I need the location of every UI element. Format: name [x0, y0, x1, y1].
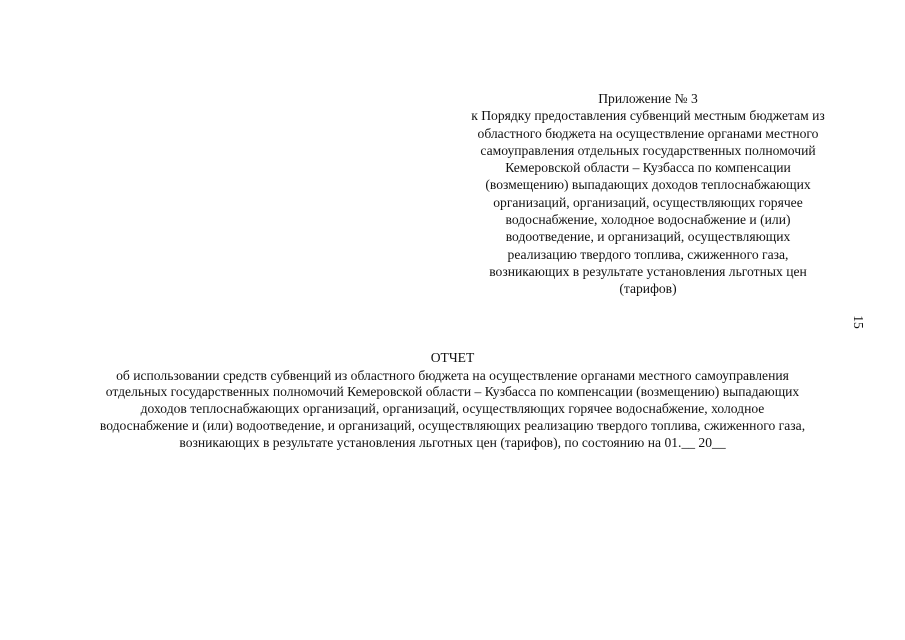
appendix-reference-block — [448, 90, 848, 298]
report-description-line: водоснабжение и (или) водоотведение, и организаций, осуществляющих реализацию твердого топлива, сжиженного газа, — [99, 417, 806, 433]
appendix-line: реализацию твердого топлива, сжиженного газа, — [507, 246, 789, 262]
report-description-line: возникающих в результате установления льготных цен (тарифов), по состоянию на 01.__ 20__ — [179, 434, 726, 450]
appendix-line: Кемеровской области – Кузбасса по компенсации — [505, 160, 791, 176]
appendix-line: водоснабжение, холодное водоснабжение и (или) — [505, 212, 791, 228]
report-title-block — [30, 350, 875, 451]
appendix-line: к Порядку предоставления субвенций местным бюджетам из — [471, 108, 825, 124]
appendix-heading: Приложение № 3 — [598, 91, 698, 106]
report-description-line: об использовании средств субвенций из областного бюджета на осуществление органами местного самоуправления — [116, 367, 789, 383]
page-number: 15 — [850, 315, 866, 329]
appendix-line: самоуправления отдельных государственных полномочий — [480, 142, 816, 158]
appendix-line: организаций, организаций, осуществляющих горячее — [493, 194, 803, 210]
appendix-line: возникающих в результате установления льготных цен — [489, 263, 807, 279]
appendix-line: (тарифов) — [619, 281, 677, 297]
report-description-line: отдельных государственных полномочий Кемеровской области – Кузбасса по компенсации (возмещению) выпадающих — [105, 384, 800, 400]
appendix-line: (возмещению) выпадающих доходов теплоснабжающих — [485, 177, 811, 193]
report-description-line: доходов теплоснабжающих организаций, организаций, осуществляющих горячее водоснабжение, холодное — [140, 401, 765, 417]
report-title: ОТЧЕТ — [430, 350, 475, 365]
appendix-line: областного бюджета на осуществление органами местного — [477, 125, 819, 141]
appendix-line: водоотведение, и организаций, осуществляющих — [505, 229, 791, 245]
